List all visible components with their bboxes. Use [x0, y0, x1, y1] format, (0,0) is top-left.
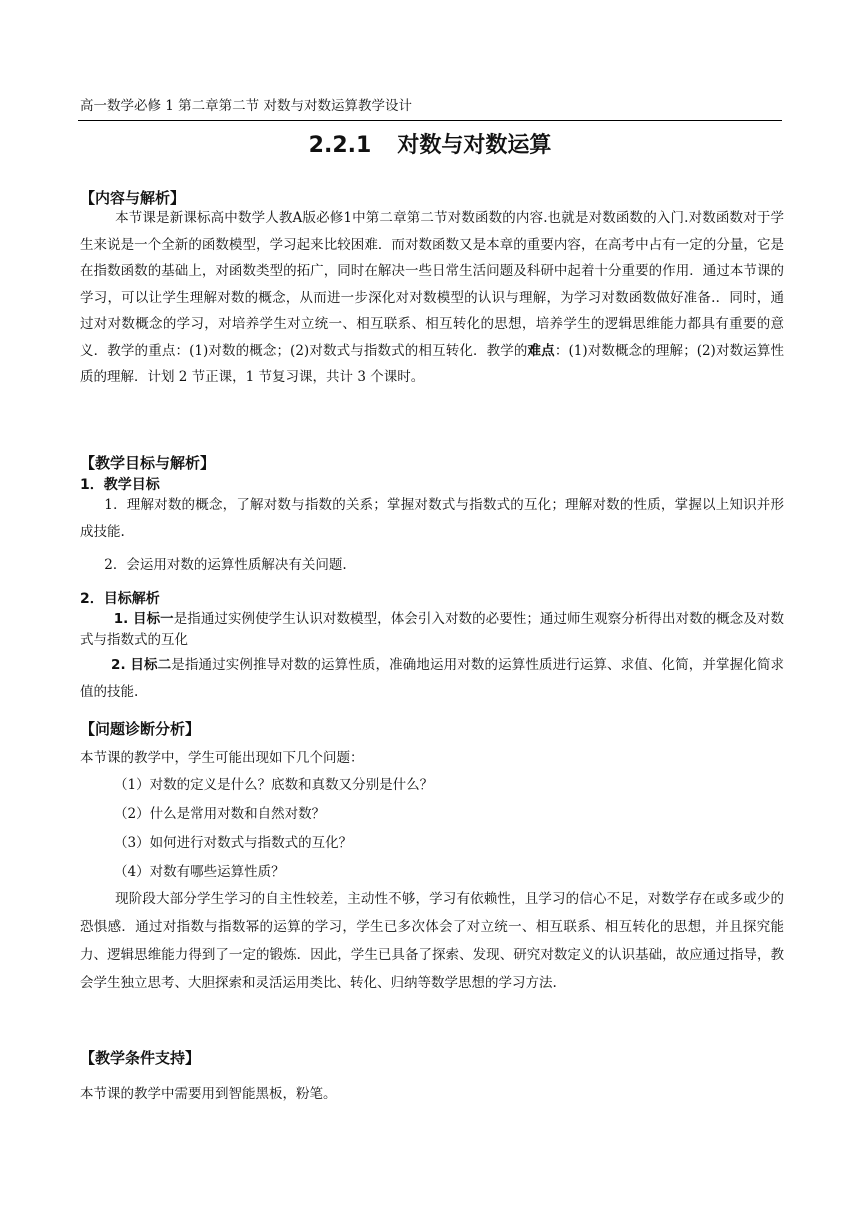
- section-heading-goals: 【教学目标与解析】: [80, 454, 216, 472]
- question-item: （1）对数的定义是什么？底数和真数又分别是什么？: [114, 777, 434, 793]
- question-item: （2）什么是常用对数和自然对数？: [114, 806, 326, 822]
- running-head: 高一数学必修 1 第二章第二节 对数与对数运算教学设计: [80, 98, 412, 114]
- section-heading-content: 【内容与解析】: [80, 189, 186, 207]
- goal-item-1: 1．理解对数的概念，了解对数与指数的关系；掌握对数式与指数式的互化；理解对数的性质，掌握以上知识并形成技能.: [80, 497, 784, 540]
- goal2-text: 是指通过实例推导对数的运算性质，准确地运用对数的运算性质进行运算、求值、化简，并掌握化简求值的技能.: [80, 657, 784, 700]
- section-heading-support: 【教学条件支持】: [80, 1049, 201, 1067]
- support-text: 本节课的教学中需要用到智能黑板，粉笔。: [80, 1086, 337, 1102]
- page-title: [0, 128, 860, 159]
- content-paragraph-b: ：(1)对数概念的理解；(2)对数运算性质的理解．计划 2 节正课，1 节复习课，共计 3 个课时。: [80, 342, 785, 385]
- header-rule: [78, 120, 782, 121]
- diagnosis-analysis: 现阶段大部分学生学习的自主性较差，主动性不够，学习有依赖性，且学习的信心不足，对数学存在或多或少的恐惧感．通过对指数与指数幂的运算的学习，学生已多次体会了对立统一、相互联系、相互转化的思想，并且探究能力、逻辑思维能力得到了一定的锻炼．因此，学生已具备了探索、发现、研究对数定义的认识基础，故应通过指导，教会学生独立思考、大胆探索和灵活运用类比、转化、归纳等数学思想的学习方法.: [80, 891, 784, 991]
- difficulty-label: 难点: [527, 342, 555, 359]
- goal1-label: 1. 目标一: [113, 611, 174, 627]
- question-item: （4）对数有哪些运算性质？: [114, 864, 285, 880]
- subheading-teaching-goals: 1．教学目标: [80, 477, 160, 493]
- section-heading-diagnosis: 【问题诊断分析】: [80, 720, 201, 738]
- content-paragraph: [80, 205, 784, 391]
- goal1-text: 是指通过实例使学生认识对数模型，体会引入对数的必要性；通过师生观察分析得出对数的概念及对数式与指数式的互化: [80, 611, 784, 648]
- question-item: （3）如何进行对数式与指数式的互化？: [114, 835, 353, 851]
- goal2-label: 2. 目标二: [111, 657, 172, 673]
- diagnosis-intro: 本节课的教学中，学生可能出现如下几个问题：: [80, 750, 364, 766]
- title-number: 2.2.1: [308, 133, 372, 158]
- title-text: 对数与对数运算: [397, 133, 552, 158]
- goal-analysis-2: [80, 652, 784, 705]
- content-paragraph-a: 本节课是新课标高中数学人教A版必修1中第二章第二节对数函数的内容.也就是对数函数的入门.对数函数对于学生来说是一个全新的函数模型，学习起来比较困难．而对数函数又是本章的重要内容，在高考中占有一定的分量，它是在指数函数的基础上，对函数类型的拓广，同时在解决一些日常生活问题及科研中起着十分重要的作用．通过本节课的学习，可以让学生理解对数的概念，从而进一步深化对对数模型的认识与理解，为学习对数函数做好准备.．同时，通过对对数概念的学习，对培养学生对立统一、相互联系、相互转化的思想，培养学生的逻辑思维能力都具有重要的意义．教学的重点：(1)对数的概念；(2)对数式与指数式的相互转化．教学的: [80, 210, 784, 359]
- subheading-goal-analysis: 2．目标解析: [80, 591, 160, 607]
- goal-item-2: 2．会运用对数的运算性质解决有关问题.: [104, 557, 347, 573]
- goal-analysis-1: [80, 609, 784, 651]
